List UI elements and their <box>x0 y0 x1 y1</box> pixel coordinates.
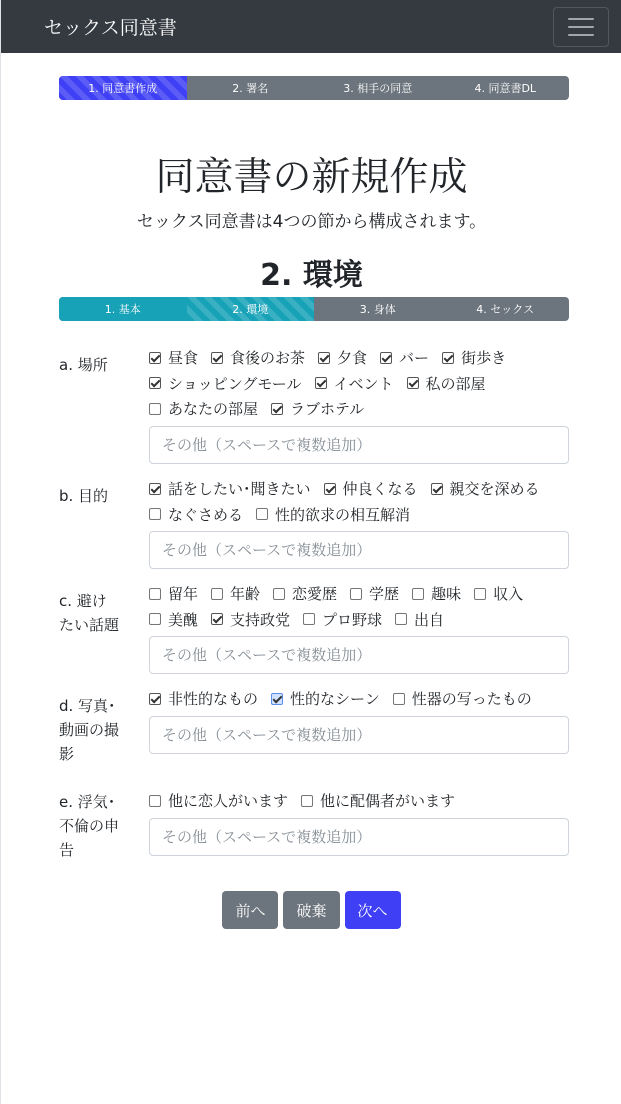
section-step-1: 1. 基本 <box>59 297 187 321</box>
checkbox-checked[interactable] <box>324 483 336 495</box>
checkbox-option[interactable] <box>149 581 198 607</box>
checkbox-unchecked[interactable] <box>395 613 407 625</box>
group-label: a. 場所 <box>59 356 108 374</box>
checkbox-unchecked[interactable] <box>474 588 486 600</box>
checkbox-checked[interactable] <box>271 403 283 415</box>
checkbox-label: 性的欲求の相互解消 <box>275 505 411 524</box>
checkbox-option[interactable] <box>395 607 444 633</box>
checkbox-option[interactable] <box>149 476 311 502</box>
main-step-4: 4. 同意書DL <box>474 82 537 95</box>
checkbox-option[interactable] <box>149 345 198 371</box>
checkbox-unchecked[interactable] <box>149 588 161 600</box>
checkbox-label: 昼食 <box>168 349 199 368</box>
checkbox-unchecked[interactable] <box>412 588 424 600</box>
checkbox-label: 美醜 <box>168 610 199 629</box>
main-progress <box>59 76 569 100</box>
group-body <box>149 345 569 464</box>
checkbox-list <box>149 686 569 712</box>
checkbox-option[interactable] <box>380 345 429 371</box>
group-body <box>149 686 569 754</box>
group-label: e. 浮気･不倫の申告 <box>59 793 120 859</box>
checkbox-unchecked[interactable] <box>273 588 285 600</box>
checkbox-label: 話をしたい･聞きたい <box>168 480 311 499</box>
checkbox-label: 趣味 <box>431 585 462 604</box>
section-progress <box>59 297 569 321</box>
checkbox-option[interactable] <box>211 581 260 607</box>
checkbox-label: なぐさめる <box>168 505 244 524</box>
menu-toggle-button[interactable] <box>553 7 609 47</box>
checkbox-checked[interactable] <box>318 352 330 364</box>
checkbox-option[interactable] <box>350 581 399 607</box>
checkbox-list <box>149 788 569 814</box>
checkbox-option[interactable] <box>315 371 394 397</box>
checkbox-option[interactable] <box>211 345 305 371</box>
checkbox-label: 食後のお茶 <box>230 349 306 368</box>
checkbox-option[interactable] <box>412 581 461 607</box>
page-title: 同意書の新規作成 <box>155 155 468 200</box>
checkbox-option[interactable] <box>474 581 523 607</box>
checkbox-label: プロ野球 <box>322 610 383 629</box>
checkbox-label: 性的なシーン <box>290 690 380 709</box>
checkbox-label: 私の部屋 <box>425 374 486 393</box>
section-step-3: 3. 身体 <box>359 303 396 316</box>
checkbox-label: 収入 <box>493 585 524 604</box>
page-subtitle: セックス同意書は4つの節から構成されます。 <box>136 212 487 232</box>
checkbox-option[interactable] <box>442 345 506 371</box>
form-buttons <box>1 891 621 929</box>
checkbox-option[interactable] <box>149 396 258 422</box>
checkbox-option[interactable] <box>256 502 410 528</box>
checkbox-option[interactable] <box>149 686 258 712</box>
checkbox-label: ショッピングモール <box>168 374 302 393</box>
other-input[interactable] <box>149 531 569 569</box>
checkbox-label: ラブホテル <box>290 400 365 419</box>
checkbox-unchecked[interactable] <box>211 588 223 600</box>
checkbox-option[interactable] <box>303 607 382 633</box>
checkbox-label: 年齢 <box>230 585 261 604</box>
hamburger-icon <box>568 34 594 36</box>
prev-button[interactable]: 前へ <box>222 891 278 929</box>
checkbox-checked[interactable] <box>149 483 161 495</box>
checkbox-option[interactable] <box>271 396 364 422</box>
checkbox-list <box>149 345 569 422</box>
checkbox-label: 親交を深める <box>449 480 540 499</box>
checkbox-unchecked[interactable] <box>256 508 268 520</box>
checkbox-checked[interactable] <box>211 352 223 364</box>
checkbox-label: 恋愛歴 <box>292 585 338 604</box>
checkbox-checked[interactable] <box>315 377 327 389</box>
checkbox-checked[interactable] <box>149 352 161 364</box>
checkbox-option[interactable] <box>393 686 532 712</box>
section-title: 2. 環境 <box>260 258 363 293</box>
brand[interactable]: セックス同意書 <box>44 17 177 39</box>
checkbox-option[interactable] <box>149 371 302 397</box>
checkbox-checked[interactable] <box>211 613 223 625</box>
checkbox-label: 出自 <box>414 610 445 629</box>
checkbox-option[interactable] <box>318 345 367 371</box>
checkbox-option[interactable] <box>324 476 418 502</box>
checkbox-unchecked[interactable] <box>149 508 161 520</box>
section-step-4: 4. セックス <box>476 303 535 316</box>
checkbox-option[interactable] <box>271 686 380 712</box>
checkbox-unchecked[interactable] <box>149 613 161 625</box>
group-body <box>149 476 569 569</box>
checkbox-list <box>149 476 569 527</box>
checkbox-label: 支持政党 <box>230 610 291 629</box>
section-step-2: 2. 環境 <box>187 297 315 321</box>
checkbox-option[interactable] <box>149 502 243 528</box>
checkbox-unchecked[interactable] <box>301 795 313 807</box>
checkbox-label: 学歴 <box>369 585 400 604</box>
group-label: d. 写真･動画の撮影 <box>59 697 120 763</box>
checkbox-option[interactable] <box>431 476 540 502</box>
main-step-1: 1. 同意書作成 <box>59 76 187 100</box>
checkbox-checked[interactable] <box>431 483 443 495</box>
checkbox-option[interactable] <box>301 788 455 814</box>
hamburger-icon <box>568 26 594 28</box>
checkbox-checked[interactable] <box>149 693 161 705</box>
checkbox-checked[interactable] <box>442 352 454 364</box>
checkbox-label: バー <box>399 349 430 368</box>
checkbox-unchecked[interactable] <box>149 403 161 415</box>
group-label: c. 避けたい話題 <box>59 592 120 634</box>
other-input[interactable] <box>149 426 569 464</box>
group-label: b. 目的 <box>59 487 109 505</box>
group-body <box>149 581 569 674</box>
other-input[interactable] <box>149 716 569 754</box>
checkbox-unchecked[interactable] <box>303 613 315 625</box>
checkbox-checked[interactable] <box>149 377 161 389</box>
next-button[interactable]: 次へ <box>345 891 401 929</box>
other-input[interactable] <box>149 636 569 674</box>
checkbox-label: 仲良くなる <box>342 480 418 499</box>
checkbox-option[interactable] <box>407 371 486 397</box>
checkbox-unchecked[interactable] <box>350 588 362 600</box>
checkbox-option[interactable] <box>149 607 198 633</box>
checkbox-unchecked[interactable] <box>149 795 161 807</box>
checkbox-label: 非性的なもの <box>168 690 259 709</box>
checkbox-label: 性器の写ったもの <box>411 690 532 709</box>
checkbox-label: 夕食 <box>337 349 368 368</box>
checkbox-label: 街歩き <box>461 349 507 368</box>
discard-button[interactable]: 破棄 <box>283 891 339 929</box>
checkbox-checked[interactable] <box>380 352 392 364</box>
checkbox-option[interactable] <box>211 607 290 633</box>
hamburger-icon <box>568 18 594 20</box>
navbar <box>1 0 621 53</box>
other-input[interactable] <box>149 818 569 856</box>
main-step-3: 3. 相手の同意 <box>343 82 413 95</box>
checkbox-unchecked[interactable] <box>393 693 405 705</box>
checkbox-checked[interactable] <box>407 377 419 389</box>
checkbox-label: 留年 <box>168 585 199 604</box>
checkbox-list <box>149 581 569 632</box>
group-body <box>149 788 569 856</box>
checkbox-option[interactable] <box>273 581 337 607</box>
checkbox-label: 他に配偶者がいます <box>320 792 456 811</box>
checkbox-checked[interactable] <box>271 693 283 705</box>
checkbox-option[interactable] <box>149 788 288 814</box>
checkbox-label: 他に恋人がいます <box>168 792 289 811</box>
checkbox-label: あなたの部屋 <box>168 400 259 419</box>
checkbox-label: イベント <box>333 374 394 393</box>
main-step-2: 2. 署名 <box>232 82 269 95</box>
